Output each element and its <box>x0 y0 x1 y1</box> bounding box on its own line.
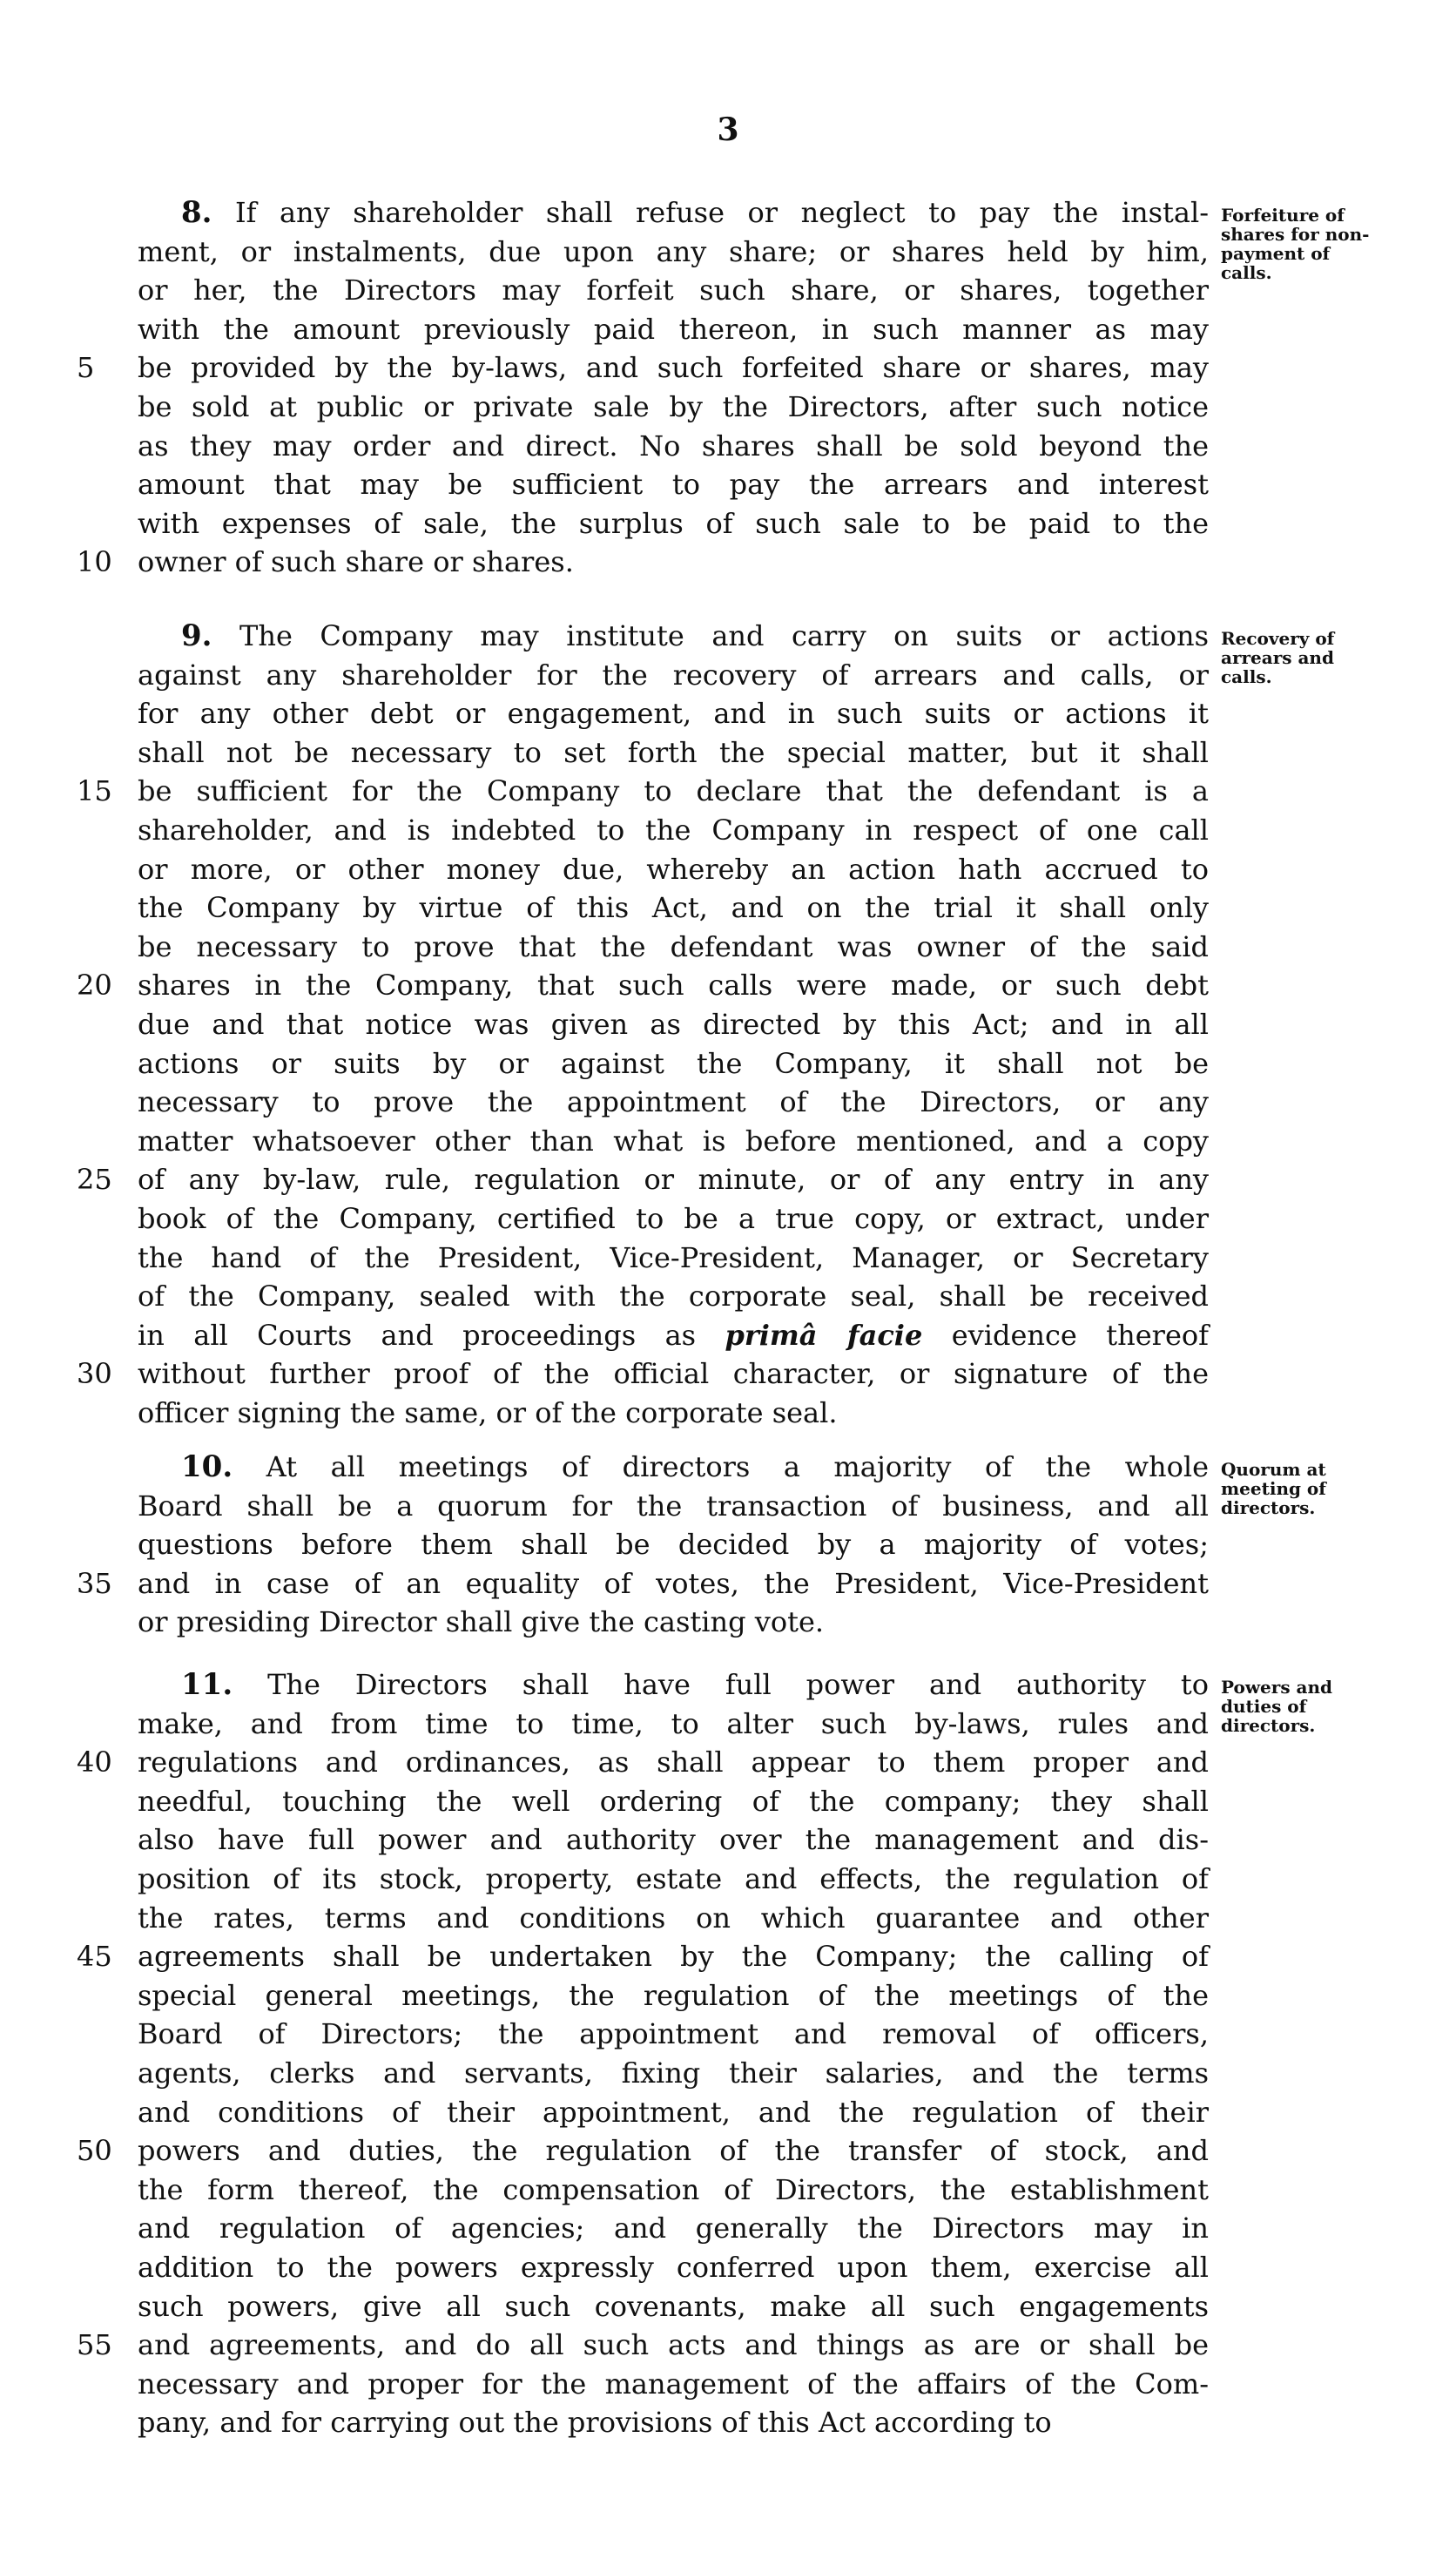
line-text: and conditions of their appointment, and the regulation of their <box>138 2095 1209 2129</box>
margin-note-forfeiture <box>1221 206 1395 282</box>
section-number: 9. <box>181 618 212 653</box>
text-line <box>138 388 1209 427</box>
text-line <box>138 694 1209 733</box>
line-number: 30 <box>77 1357 112 1391</box>
line-text: necessary and proper for the management of the affairs of the Com- <box>138 2367 1209 2401</box>
line-number: 40 <box>77 1746 112 1779</box>
text-line <box>138 888 1209 928</box>
line-text: necessary to prove the appointment of the Directors, or any <box>138 1085 1209 1119</box>
text-line <box>77 1937 1209 1976</box>
latin-phrase: primâ facie <box>725 1318 923 1352</box>
line-number: 50 <box>77 2134 112 2168</box>
line-text: the hand of the President, Vice-President, Manager, or Secretary <box>138 1240 1209 1274</box>
text-line <box>138 2015 1209 2054</box>
text-line <box>138 2248 1209 2287</box>
text-line <box>138 465 1209 504</box>
line-text: questions before them shall be decided by a majority of votes; <box>138 1528 1209 1562</box>
text-line <box>138 310 1209 349</box>
text-line <box>138 233 1209 272</box>
text-line <box>77 966 1209 1005</box>
text-line <box>138 1448 1209 1487</box>
line-text: Board of Directors; the appointment and removal of officers, <box>138 2017 1209 2051</box>
text-line <box>138 1665 1209 1705</box>
text-line <box>138 1899 1209 1938</box>
section-11 <box>77 1665 1209 2442</box>
text-line <box>138 2209 1209 2248</box>
margin-note-line: shares for non- <box>1221 224 1370 245</box>
section-number: 8. <box>181 195 212 230</box>
text-line <box>138 2365 1209 2404</box>
line-text: regulations and ordinances, as shall appear to them proper and <box>138 1746 1209 1779</box>
line-text: The Directors shall have full power and authority to <box>267 1668 1209 1701</box>
margin-note-line: arrears and <box>1221 647 1334 668</box>
line-text: in all Courts and proceedings as <box>138 1318 725 1352</box>
margin-note-line: Recovery of <box>1221 628 1335 649</box>
margin-note-line: duties of <box>1221 1696 1307 1717</box>
margin-note-recovery <box>1221 629 1395 686</box>
text-line <box>138 1705 1209 1744</box>
line-number: 5 <box>77 351 95 385</box>
line-text: the form thereof, the compensation of Directors, the establishment <box>138 2172 1209 2206</box>
margin-note-line: Powers and <box>1221 1677 1333 1698</box>
line-text: Board shall be a quorum for the transaction of business, and all <box>138 1489 1209 1523</box>
line-text: and in case of an equality of votes, the President, Vice-President <box>138 1566 1209 1600</box>
margin-note-line: directors. <box>1221 1715 1316 1736</box>
line-text: addition to the powers expressly conferred upon them, exercise all <box>138 2250 1209 2284</box>
text-line <box>138 617 1209 656</box>
margin-note-line: payment of <box>1221 243 1331 264</box>
line-text: The Company may institute and carry on suits or actions <box>239 619 1210 652</box>
text-line <box>138 1005 1209 1044</box>
line-text: of any by-law, rule, regulation or minute, or of any entry in any <box>138 1163 1209 1197</box>
line-number: 55 <box>77 2328 112 2362</box>
line-text: special general meetings, the regulation of the meetings of the <box>138 1978 1209 2012</box>
line-text: book of the Company, certified to be a true copy, or extract, under <box>138 1201 1209 1235</box>
section-number: 11. <box>181 1667 233 1702</box>
text-line <box>138 1782 1209 1821</box>
text-line <box>138 1603 1209 1642</box>
line-text: powers and duties, the regulation of the transfer of stock, and <box>138 2134 1209 2168</box>
line-text: also have full power and authority over the management and dis- <box>138 1823 1209 1857</box>
text-line <box>77 1743 1209 1782</box>
text-line <box>138 1394 1209 1433</box>
text-line <box>138 2054 1209 2093</box>
margin-note-line: calls. <box>1221 262 1272 283</box>
text-line <box>138 2093 1209 2132</box>
text-line <box>77 1160 1209 1199</box>
text-line <box>138 427 1209 466</box>
line-text: with the amount previously paid thereon, in such manner as may <box>138 312 1209 346</box>
margin-note-quorum <box>1221 1460 1395 1517</box>
text-line <box>138 1122 1209 1161</box>
line-text: At all meetings of directors a majority of the whole <box>266 1450 1210 1483</box>
line-text: shall not be necessary to set forth the special matter, but it shall <box>138 735 1209 769</box>
line-number: 45 <box>77 1940 112 1974</box>
text-line <box>138 1820 1209 1860</box>
line-text: and agreements, and do all such acts and things as are or shall be <box>138 2328 1209 2362</box>
line-text: If any shareholder shall refuse or neglect to pay the instal- <box>235 196 1210 229</box>
line-text: ment, or instalments, due upon any share; or shares held by him, <box>138 234 1209 268</box>
line-text: such powers, give all such covenants, make all such engagements <box>138 2289 1209 2323</box>
line-text: due and that notice was given as directed by this Act; and in all <box>138 1007 1209 1041</box>
line-text: without further proof of the official character, or signature of the <box>138 1357 1209 1391</box>
line-text: officer signing the same, or of the corporate seal. <box>138 1395 838 1429</box>
margin-note-line: meeting of <box>1221 1478 1326 1499</box>
line-text: be sold at public or private sale by the Directors, after such notice <box>138 389 1209 423</box>
line-number: 35 <box>77 1566 112 1600</box>
section-8 <box>77 193 1210 582</box>
text-line <box>138 1316 1209 1355</box>
line-text: amount that may be sufficient to pay the arrears and interest <box>138 468 1209 502</box>
text-line <box>138 1976 1209 2016</box>
text-line <box>77 2326 1209 2365</box>
text-line <box>138 1083 1209 1122</box>
line-number: 10 <box>77 545 112 579</box>
text-line <box>138 928 1209 967</box>
text-line <box>138 1525 1209 1564</box>
text-line <box>77 2131 1209 2171</box>
line-text: shareholder, and is indebted to the Company in respect of one call <box>138 813 1209 847</box>
line-text: for any other debt or engagement, and in such suits or actions it <box>138 697 1209 731</box>
margin-note-line: Quorum at <box>1221 1459 1326 1480</box>
line-text: make, and from time to time, to alter such by-laws, rules and <box>138 1706 1209 1740</box>
text-line <box>77 348 1209 388</box>
line-text: or more, or other money due, whereby an action hath accrued to <box>138 852 1209 886</box>
line-text: shares in the Company, that such calls were made, or such debt <box>138 969 1209 1003</box>
line-text: be sufficient for the Company to declare that the defendant is a <box>138 774 1209 808</box>
line-text: the rates, terms and conditions on which guarantee and other <box>138 1901 1209 1935</box>
section-10 <box>77 1448 1210 1642</box>
line-text: against any shareholder for the recovery of arrears and calls, or <box>138 658 1209 692</box>
text-line <box>77 1564 1209 1604</box>
text-line <box>77 543 1209 582</box>
line-text: or presiding Director shall give the casting vote. <box>138 1605 825 1639</box>
line-text: actions or suits by or against the Company, it shall not be <box>138 1046 1209 1080</box>
text-line <box>138 2171 1209 2210</box>
line-number: 25 <box>77 1163 112 1197</box>
line-text: or her, the Directors may forfeit such share, or shares, together <box>138 273 1209 307</box>
page-number: 3 <box>717 111 739 148</box>
text-line <box>138 2403 1209 2442</box>
text-line <box>138 811 1209 850</box>
line-text: be necessary to prove that the defendant was owner of the said <box>138 929 1209 963</box>
line-number: 15 <box>77 774 112 808</box>
text-line <box>77 1354 1209 1394</box>
text-line <box>138 1239 1209 1278</box>
line-text: matter whatsoever other than what is before mentioned, and a copy <box>138 1124 1209 1158</box>
line-text: of the Company, sealed with the corporate seal, shall be received <box>138 1280 1209 1313</box>
text-line <box>138 1044 1209 1084</box>
line-text: needful, touching the well ordering of the company; they shall <box>138 1784 1209 1818</box>
line-number: 20 <box>77 969 112 1003</box>
line-text: evidence thereof <box>922 1318 1210 1352</box>
text-line <box>138 1487 1209 1526</box>
line-text: position of its stock, property, estate and effects, the regulation of <box>138 1861 1209 1895</box>
line-text: be provided by the by-laws, and such forfeited share or shares, may <box>138 351 1209 385</box>
text-line <box>138 193 1209 233</box>
line-text: pany, and for carrying out the provisions of this Act according to <box>138 2406 1052 2440</box>
text-line <box>138 504 1209 544</box>
text-line <box>138 2287 1209 2326</box>
text-line <box>138 656 1209 695</box>
line-text: owner of such share or shares. <box>138 545 574 579</box>
text-line <box>138 1860 1209 1899</box>
text-line <box>138 850 1209 889</box>
text-line <box>138 271 1209 310</box>
line-text: agreements shall be undertaken by the Company; the calling of <box>138 1940 1209 1974</box>
text-line <box>138 733 1209 773</box>
margin-note-powers <box>1221 1678 1395 1735</box>
line-text: the Company by virtue of this Act, and on the trial it shall only <box>138 891 1209 925</box>
line-text: as they may order and direct. No shares shall be sold beyond the <box>138 429 1209 463</box>
margin-note-line: directors. <box>1221 1497 1316 1518</box>
line-text: and regulation of agencies; and generally the Directors may in <box>138 2211 1209 2245</box>
margin-note-line: calls. <box>1221 666 1272 687</box>
section-9 <box>77 617 1210 1432</box>
line-text: agents, clerks and servants, fixing their salaries, and the terms <box>138 2056 1209 2090</box>
text-line <box>138 1199 1209 1239</box>
margin-note-line: Forfeiture of <box>1221 205 1345 226</box>
section-number: 10. <box>181 1449 233 1484</box>
line-text: with expenses of sale, the surplus of such sale to be paid to the <box>138 506 1209 540</box>
text-line <box>77 772 1209 811</box>
text-line <box>138 1277 1209 1316</box>
